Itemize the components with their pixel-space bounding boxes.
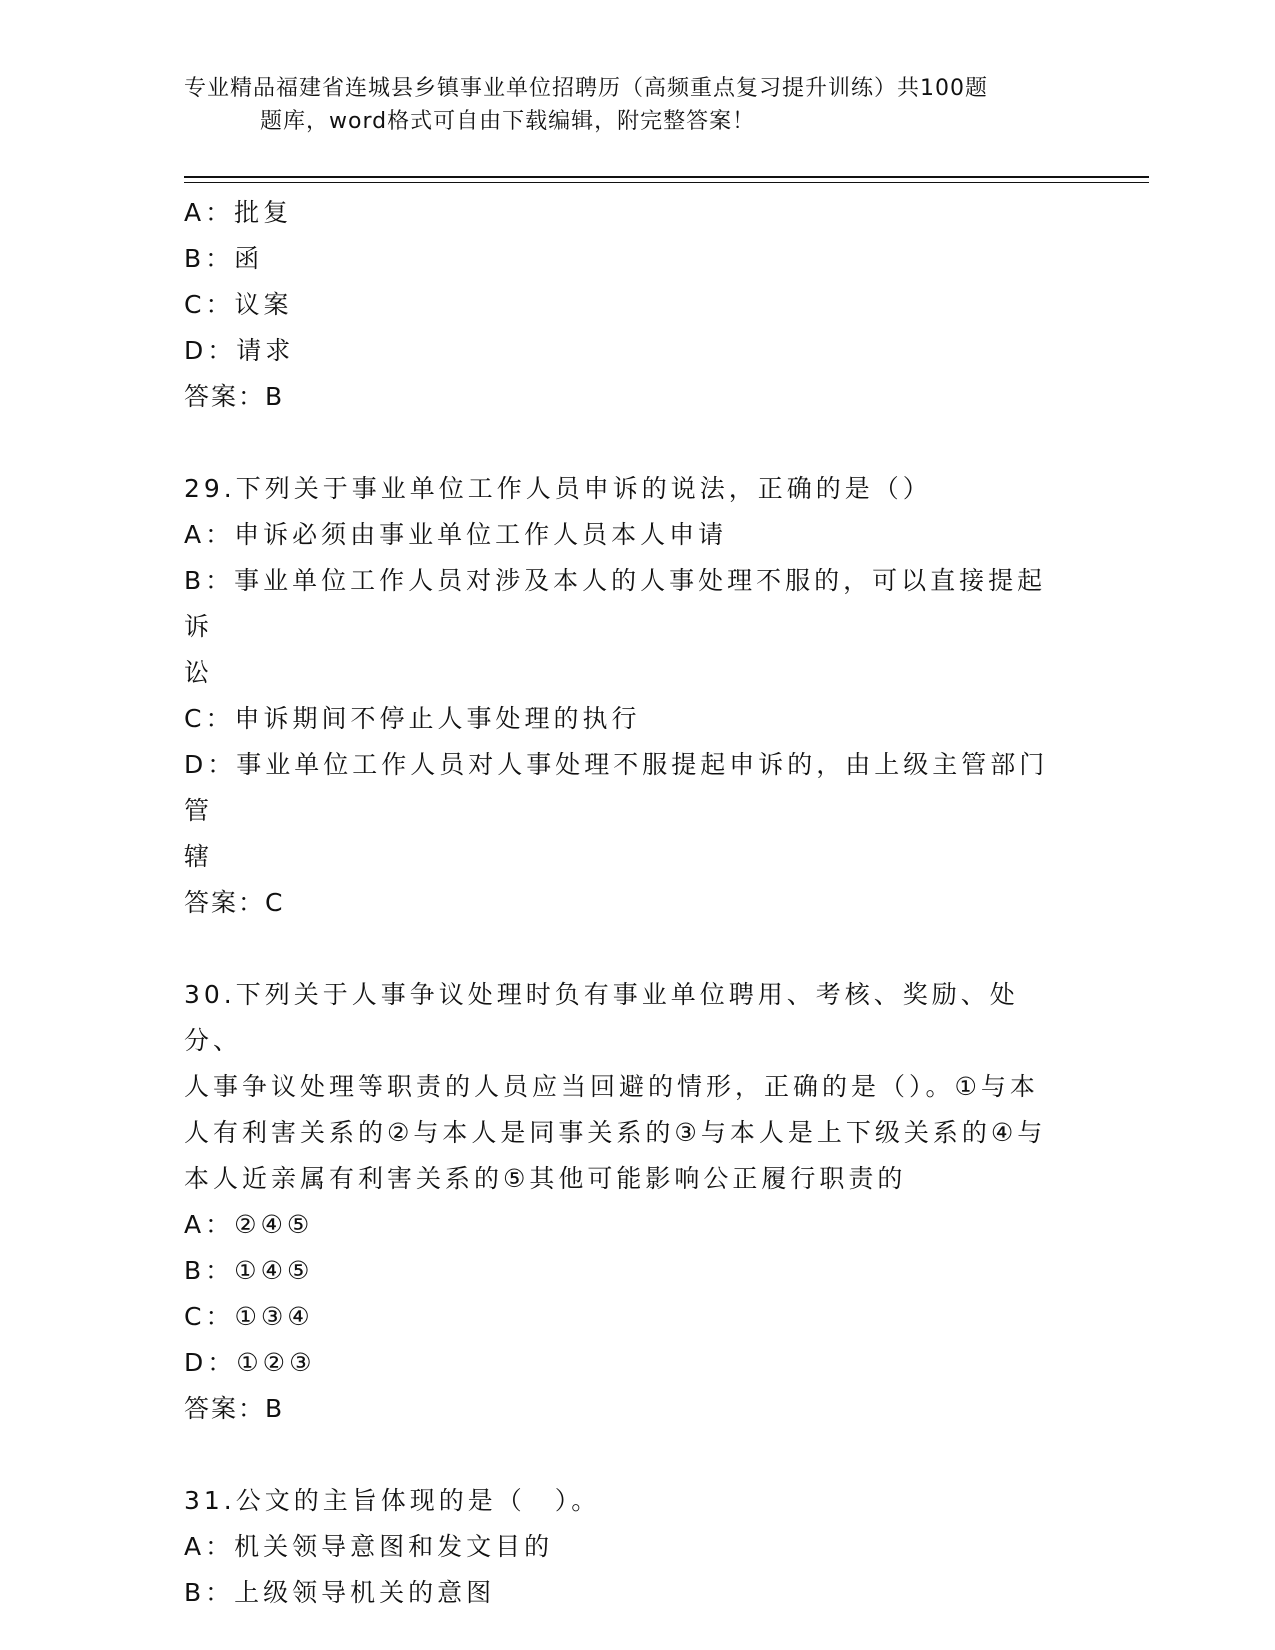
- answer: 答案：B: [184, 1394, 285, 1423]
- question-text-continued: 人有利害关系的②与本人是同事关系的③与本人是上下级关系的④与: [184, 1118, 1047, 1147]
- option-d: D：①②③: [184, 1348, 316, 1377]
- answer: 答案：B: [184, 382, 285, 411]
- spacer: [184, 1432, 1074, 1478]
- option-d: D：请求: [184, 336, 295, 365]
- header-divider-thin: [184, 182, 1149, 183]
- question-content: [184, 190, 1074, 1616]
- question-text: 29.下列关于事业单位工作人员申诉的说法，正确的是（）: [184, 474, 932, 503]
- page-header: [184, 72, 1084, 138]
- option-a: A：申诉必须由事业单位工作人员本人申请: [184, 520, 728, 549]
- option-b: B：上级领导机关的意图: [184, 1578, 496, 1607]
- option-a: A：②④⑤: [184, 1210, 314, 1239]
- option-b: B：①④⑤: [184, 1256, 314, 1285]
- option-c: C：议案: [184, 290, 293, 319]
- option-d: D：事业单位工作人员对人事处理不服提起申诉的，由上级主管部门管: [184, 750, 1049, 825]
- question-block-29: [184, 466, 1074, 926]
- answer: 答案：C: [184, 888, 285, 917]
- option-a: A：批复: [184, 198, 293, 227]
- header-divider-thick: [184, 176, 1149, 178]
- document-title-line-1: 专业精品福建省连城县乡镇事业单位招聘历（高频重点复习提升训练）共100题: [184, 76, 988, 101]
- question-text: 30.下列关于人事争议处理时负有事业单位聘用、考核、奖励、处分、: [184, 980, 1019, 1055]
- question-text-continued: 人事争议处理等职责的人员应当回避的情形，正确的是（）。①与本: [184, 1072, 1039, 1101]
- spacer: [184, 420, 1074, 466]
- option-c: C：申诉期间不停止人事处理的执行: [184, 704, 641, 733]
- option-a: A：机关领导意图和发文目的: [184, 1532, 554, 1561]
- question-text: 31.公文的主旨体现的是（ ）。: [184, 1486, 601, 1515]
- document-title-line-2: 题库，word格式可自由下载编辑，附完整答案！: [260, 109, 756, 134]
- question-block-28: [184, 190, 1074, 420]
- option-d-continued: 辖: [184, 842, 214, 871]
- option-c: C：①③④: [184, 1302, 314, 1331]
- option-b-continued: 讼: [184, 658, 214, 687]
- option-b: B：事业单位工作人员对涉及本人的人事处理不服的，可以直接提起诉: [184, 566, 1047, 641]
- spacer: [184, 926, 1074, 972]
- question-block-30: [184, 972, 1074, 1432]
- question-text-continued: 本人近亲属有利害关系的⑤其他可能影响公正履行职责的: [184, 1164, 907, 1193]
- option-b: B：函: [184, 244, 264, 273]
- question-block-31: [184, 1478, 1074, 1616]
